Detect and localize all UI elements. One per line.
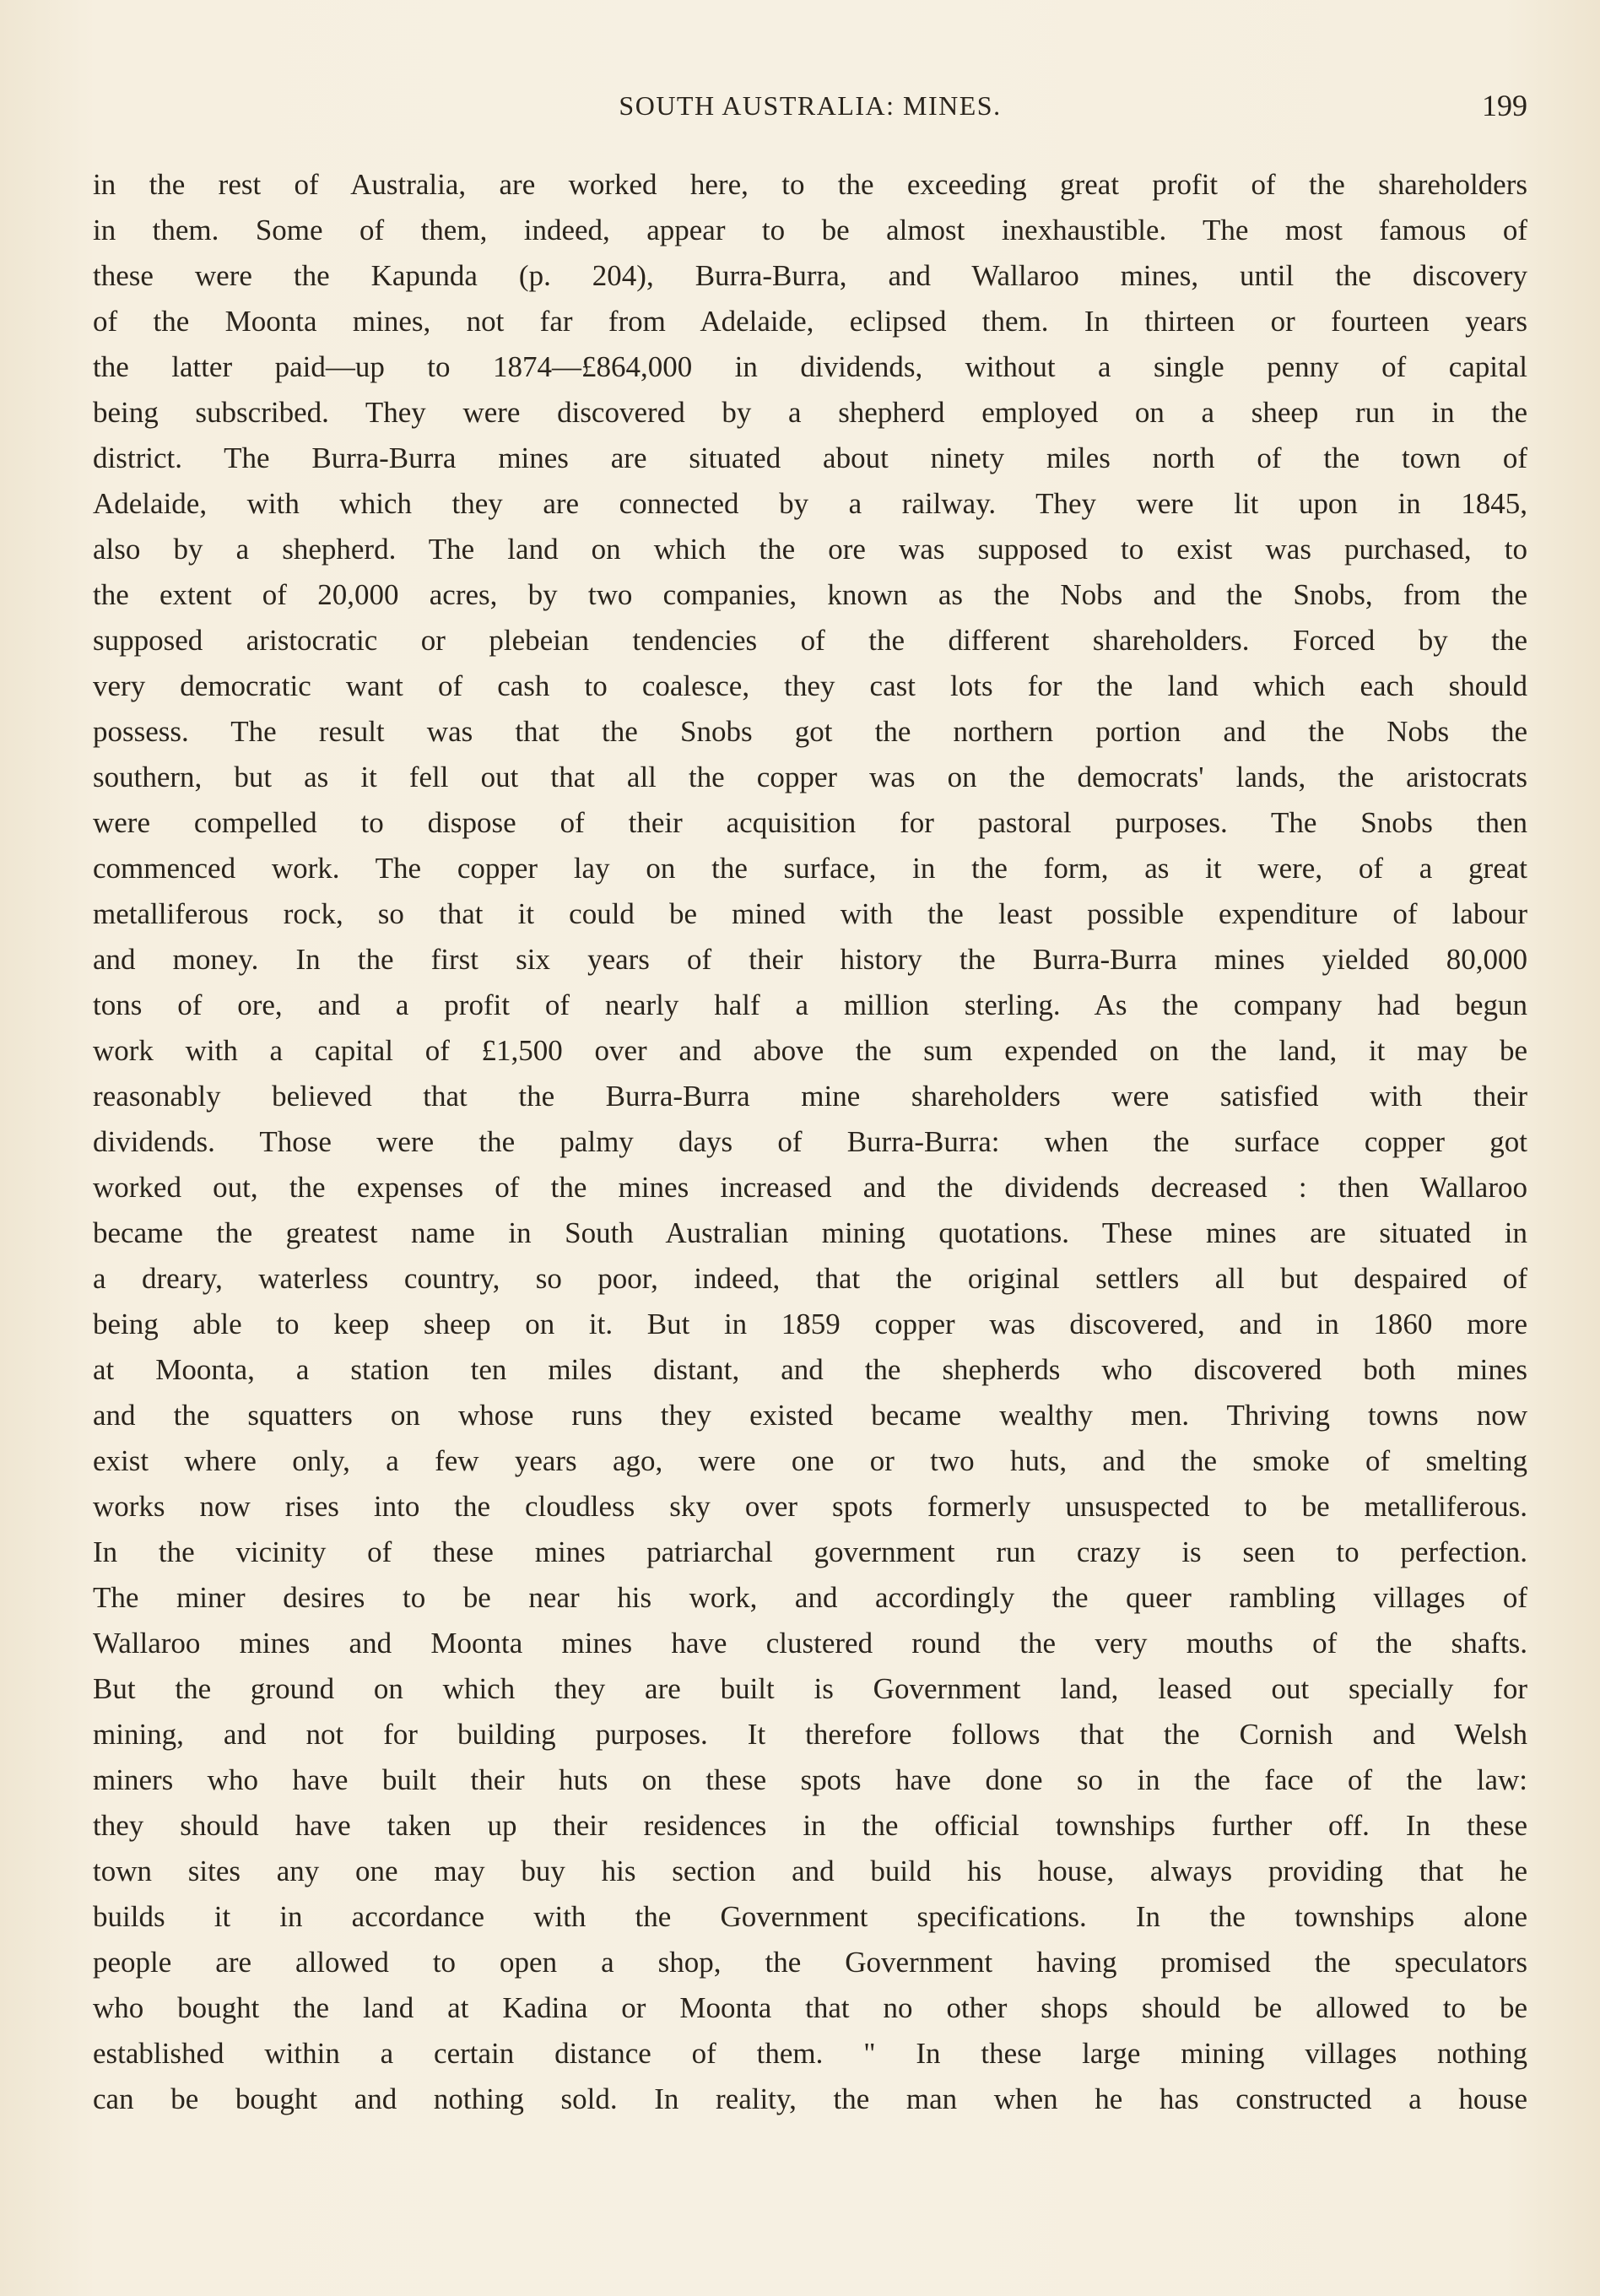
text-line: established within a certain distance of them. " In these large mining villages nothing [93, 2037, 1527, 2070]
text-line: in them. Some of them, indeed, appear to be almost inexhaustible. The most famous of [93, 214, 1527, 246]
text-line: southern, but as it fell out that all the copper was on the democrats' lands, the aristocrats [93, 761, 1527, 793]
text-line: mining, and not for building purposes. It therefore follows that the Cornish and Welsh [93, 1718, 1527, 1751]
text-line: being able to keep sheep on it. But in 1859 copper was discovered, and in 1860 more [93, 1308, 1527, 1340]
text-line: in the rest of Australia, are worked here, to the exceeding great profit of the shareholders [93, 168, 1527, 201]
text-line: and the squatters on whose runs they existed became wealthy men. Thriving towns now [93, 1399, 1527, 1432]
text-line: of the Moonta mines, not far from Adelaide, eclipsed them. In thirteen or fourteen years [93, 305, 1527, 338]
text-line: can be bought and nothing sold. In reality, the man when he has constructed a house [93, 2082, 1527, 2115]
text-line: The miner desires to be near his work, and accordingly the queer rambling villages of [93, 1581, 1527, 1614]
text-line: reasonably believed that the Burra-Burra mine shareholders were satisfied with their [93, 1080, 1527, 1113]
text-line: were compelled to dispose of their acquisition for pastoral purposes. The Snobs then [93, 806, 1527, 839]
running-title: SOUTH AUSTRALIA: MINES. [619, 90, 1002, 121]
text-line: dividends. Those were the palmy days of Burra-Burra: when the surface copper got [93, 1125, 1527, 1158]
text-line: the latter paid—up to 1874—£864,000 in dividends, without a single penny of capital [93, 350, 1527, 383]
text-line: worked out, the expenses of the mines increased and the dividends decreased : then Wallaroo [93, 1171, 1527, 1204]
text-line: became the greatest name in South Australian mining quotations. These mines are situated in [93, 1216, 1527, 1249]
text-line: works now rises into the cloudless sky over spots formerly unsuspected to be metalliferous. [93, 1490, 1527, 1523]
text-line: commenced work. The copper lay on the surface, in the form, as it were, of a great [93, 852, 1527, 885]
text-line: the extent of 20,000 acres, by two companies, known as the Nobs and the Snobs, from the [93, 578, 1527, 611]
text-line: being subscribed. They were discovered by a shepherd employed on a sheep run in the [93, 396, 1527, 429]
text-line: possess. The result was that the Snobs got the northern portion and the Nobs the [93, 715, 1527, 748]
text-line: also by a shepherd. The land on which the ore was supposed to exist was purchased, to [93, 533, 1527, 566]
text-line: builds it in accordance with the Government specifications. In the townships alone [93, 1900, 1527, 1933]
text-line: a dreary, waterless country, so poor, indeed, that the original settlers all but despaired of [93, 1262, 1527, 1295]
text-line: supposed aristocratic or plebeian tendencies of the different shareholders. Forced by the [93, 624, 1527, 657]
text-line: at Moonta, a station ten miles distant, and the shepherds who discovered both mines [93, 1353, 1527, 1386]
text-line: Adelaide, with which they are connected by a railway. They were lit upon in 1845, [93, 487, 1527, 520]
text-line: work with a capital of £1,500 over and above the sum expended on the land, it may be [93, 1034, 1527, 1067]
body-text [93, 162, 1527, 2122]
page-number: 199 [1482, 89, 1527, 122]
text-line: exist where only, a few years ago, were one or two huts, and the smoke of smelting [93, 1444, 1527, 1477]
text-line: town sites any one may buy his section and build his house, always providing that he [93, 1855, 1527, 1887]
text-line: Wallaroo mines and Moonta mines have clustered round the very mouths of the shafts. [93, 1627, 1527, 1660]
text-line: In the vicinity of these mines patriarchal government run crazy is seen to perfection. [93, 1535, 1527, 1568]
text-line: they should have taken up their residences in the official townships further off. In these [93, 1809, 1527, 1842]
text-line: very democratic want of cash to coalesce, they cast lots for the land which each should [93, 669, 1527, 702]
text-line: and money. In the first six years of their history the Burra-Burra mines yielded 80,000 [93, 943, 1527, 976]
text-line: district. The Burra-Burra mines are situated about ninety miles north of the town of [93, 441, 1527, 474]
running-header [93, 84, 1527, 127]
text-line: who bought the land at Kadina or Moonta that no other shops should be allowed to be [93, 1991, 1527, 2024]
text-line: But the ground on which they are built is Government land, leased out specially for [93, 1672, 1527, 1705]
text-line: people are allowed to open a shop, the Government having promised the speculators [93, 1946, 1527, 1979]
text-line: these were the Kapunda (p. 204), Burra-Burra, and Wallaroo mines, until the discovery [93, 259, 1527, 292]
text-line: miners who have built their huts on these spots have done so in the face of the law: [93, 1763, 1527, 1796]
text-line: tons of ore, and a profit of nearly half a million sterling. As the company had begun [93, 988, 1527, 1021]
text-line: metalliferous rock, so that it could be mined with the least possible expenditure of labour [93, 897, 1527, 930]
